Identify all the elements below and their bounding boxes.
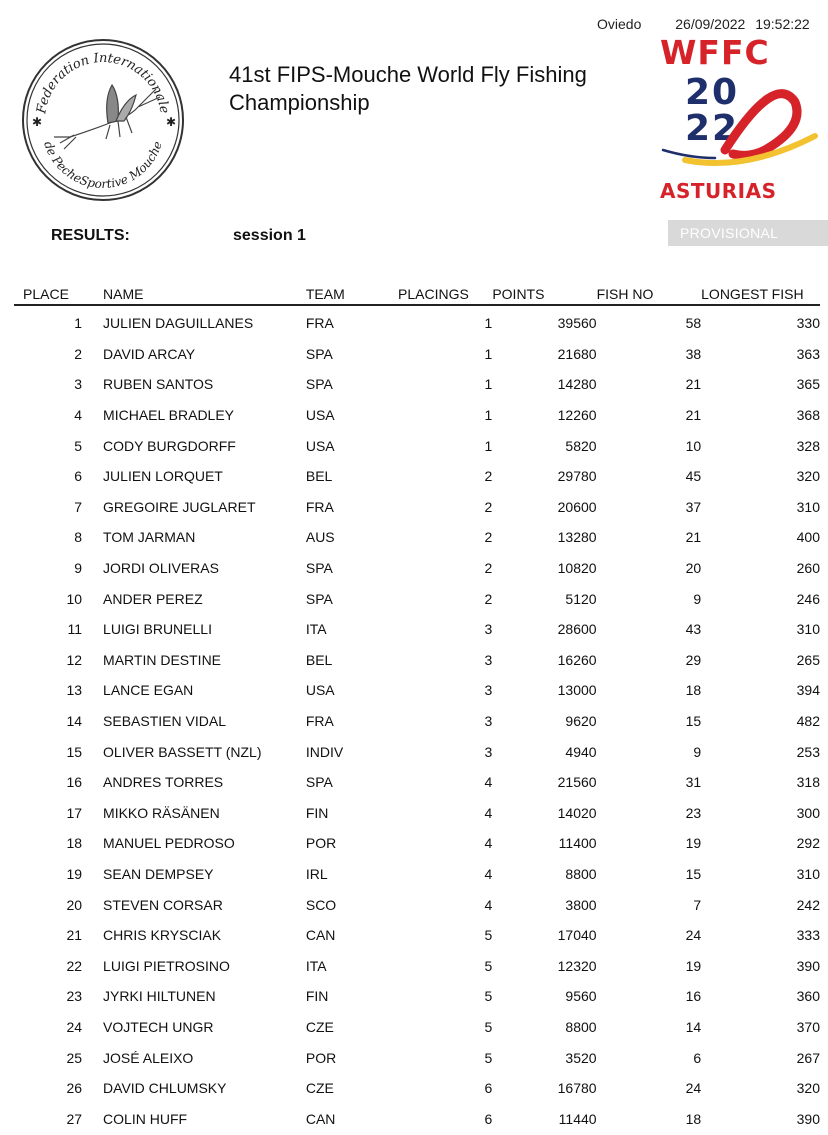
results-label: RESULTS:	[51, 227, 130, 244]
cell-name: MANUEL PEDROSO	[103, 835, 235, 852]
cell-longest-fish: 390	[796, 1110, 820, 1127]
year-bottom: 22	[685, 108, 740, 149]
cell-team: FRA	[305, 315, 334, 332]
cell-name: MARTIN DESTINE	[103, 651, 222, 668]
cell-points: 11440	[558, 1110, 597, 1127]
col-header-points: POINTS	[492, 284, 596, 305]
cell-team: SPA	[305, 560, 333, 577]
cell-team: ITA	[305, 621, 327, 638]
cell-placings: 4	[484, 896, 493, 913]
table-row	[14, 675, 820, 706]
table-row	[14, 1042, 820, 1073]
cell-longest-fish: 265	[796, 651, 820, 668]
table-row	[14, 339, 820, 370]
header-meta	[597, 16, 810, 32]
cell-points: 21560	[557, 774, 597, 791]
cell-placings: 1	[484, 437, 493, 454]
cell-placings: 1	[484, 315, 493, 332]
cell-place: 3	[74, 376, 83, 393]
cell-fish-no: 45	[685, 468, 702, 485]
table-row	[14, 798, 820, 829]
cell-name: ANDER PEREZ	[103, 590, 203, 607]
col-header-team: TEAM	[306, 284, 398, 305]
cell-name: LUIGI PIETROSINO	[103, 957, 230, 974]
svg-text:de PecheSportive Mouche	[41, 139, 165, 191]
cell-fish-no: 6	[693, 1049, 702, 1066]
cell-fish-no: 43	[685, 621, 702, 638]
cell-fish-no: 38	[685, 345, 702, 362]
cell-team: POR	[305, 1049, 337, 1066]
cell-longest-fish: 292	[796, 835, 820, 852]
cell-fish-no: 24	[685, 927, 702, 944]
cell-name: JYRKI HILTUNEN	[103, 988, 216, 1005]
cell-name: CHRIS KRYSCIAK	[103, 927, 222, 944]
cell-placings: 3	[484, 682, 493, 699]
wffc-logo	[655, 32, 820, 204]
cell-name: DAVID ARCAY	[103, 345, 196, 362]
cell-placings: 5	[484, 988, 493, 1005]
cell-longest-fish: 300	[796, 804, 820, 821]
cell-points: 3800	[565, 896, 597, 913]
status-badge: PROVISIONAL	[668, 220, 828, 246]
header-time: 19:52:22	[755, 16, 810, 32]
cell-name: JORDI OLIVERAS	[103, 560, 219, 577]
cell-team: SPA	[305, 345, 333, 362]
cell-points: 13000	[557, 682, 597, 699]
table-row	[14, 614, 820, 645]
cell-name: SEBASTIEN VIDAL	[103, 713, 226, 730]
cell-longest-fish: 310	[796, 621, 820, 638]
cell-team: BEL	[305, 468, 333, 485]
cell-team: SPA	[305, 590, 333, 607]
cell-placings: 4	[484, 774, 493, 791]
cell-team: SPA	[305, 774, 333, 791]
session-label: session 1	[233, 227, 306, 244]
cell-longest-fish: 267	[796, 1049, 820, 1066]
cell-placings: 4	[484, 865, 493, 882]
cell-fish-no: 19	[685, 957, 702, 974]
table-row	[14, 889, 820, 920]
results-table	[14, 284, 820, 1134]
cell-placings: 2	[484, 498, 493, 515]
cell-points: 16780	[557, 1080, 597, 1097]
cell-longest-fish: 310	[796, 865, 820, 882]
cell-longest-fish: 390	[796, 957, 820, 974]
cell-longest-fish: 328	[796, 437, 820, 454]
cell-longest-fish: 310	[796, 498, 820, 515]
cell-points: 20600	[557, 498, 597, 515]
table-row	[14, 981, 820, 1012]
cell-team: FIN	[305, 804, 329, 821]
table-row	[14, 1073, 820, 1104]
cell-fish-no: 18	[685, 1110, 702, 1127]
cell-place: 24	[66, 1018, 83, 1035]
cell-longest-fish: 365	[796, 376, 820, 393]
cell-points: 11400	[558, 835, 597, 852]
cell-team: USA	[305, 407, 335, 424]
cell-name: ANDRES TORRES	[103, 774, 224, 791]
cell-points: 8800	[565, 1018, 597, 1035]
cell-points: 10820	[557, 560, 597, 577]
cell-longest-fish: 320	[796, 468, 820, 485]
table-row	[14, 767, 820, 798]
cell-placings: 6	[484, 1080, 493, 1097]
cell-points: 5120	[565, 590, 597, 607]
cell-fish-no: 37	[685, 498, 702, 515]
cell-place: 27	[66, 1110, 83, 1127]
table-row	[14, 400, 820, 431]
cell-points: 14020	[557, 804, 597, 821]
cell-placings: 2	[484, 560, 493, 577]
cell-fish-no: 15	[685, 713, 702, 730]
fips-text-bottom: de PecheSportive Mouche	[41, 139, 165, 192]
cell-team: IRL	[305, 865, 328, 882]
table-row	[14, 920, 820, 951]
cell-place: 10	[66, 590, 83, 607]
table-row	[14, 369, 820, 400]
cell-team: USA	[305, 682, 335, 699]
cell-name: MIKKO RÄSÄNEN	[103, 804, 220, 821]
cell-name: OLIVER BASSETT (NZL)	[103, 743, 262, 760]
star-right-icon: ✱	[166, 115, 177, 129]
cell-placings: 2	[484, 468, 493, 485]
table-row	[14, 553, 820, 584]
cell-points: 21680	[557, 345, 597, 362]
cell-name: CODY BURGDORFF	[103, 437, 236, 454]
cell-placings: 2	[484, 590, 493, 607]
cell-place: 7	[74, 498, 83, 515]
cell-team: ITA	[305, 957, 327, 974]
cell-placings: 5	[484, 1018, 493, 1035]
cell-fish-no: 29	[685, 651, 702, 668]
cell-points: 9560	[565, 988, 597, 1005]
cell-points: 12260	[557, 407, 597, 424]
cell-team: CZE	[305, 1080, 334, 1097]
cell-points: 3520	[565, 1049, 597, 1066]
fips-logo	[20, 37, 186, 203]
cell-fish-no: 16	[685, 988, 702, 1005]
cell-place: 2	[74, 345, 83, 362]
cell-name: VOJTECH UNGR	[103, 1018, 214, 1035]
cell-place: 8	[74, 529, 83, 546]
cell-points: 39560	[557, 315, 597, 332]
header-city: Oviedo	[597, 16, 642, 32]
cell-name: MICHAEL BRADLEY	[103, 407, 235, 424]
cell-place: 22	[66, 957, 83, 974]
mayfly-icon	[54, 85, 160, 149]
cell-place: 18	[66, 835, 83, 852]
cell-placings: 4	[484, 804, 493, 821]
cell-place: 20	[66, 896, 83, 913]
cell-team: CAN	[305, 1110, 336, 1127]
cell-place: 13	[66, 682, 83, 699]
cell-team: BEL	[305, 651, 333, 668]
table-row	[14, 1103, 820, 1134]
cell-fish-no: 31	[685, 774, 702, 791]
table-row	[14, 706, 820, 737]
cell-longest-fish: 400	[796, 529, 820, 546]
cell-team: SPA	[305, 376, 333, 393]
table-row	[14, 522, 820, 553]
fips-text-top: Federation Internationale	[34, 50, 172, 115]
cell-placings: 3	[484, 713, 493, 730]
cell-place: 17	[66, 804, 83, 821]
cell-points: 9620	[565, 713, 597, 730]
cell-longest-fish: 330	[796, 315, 820, 332]
table-row	[14, 305, 820, 339]
cell-name: SEAN DEMPSEY	[103, 865, 214, 882]
cell-fish-no: 18	[685, 682, 702, 699]
cell-placings: 4	[484, 835, 493, 852]
cell-team: CZE	[305, 1018, 334, 1035]
table-header-row	[14, 284, 820, 305]
cell-placings: 3	[484, 651, 493, 668]
cell-name: GREGOIRE JUGLARET	[103, 498, 256, 515]
wffc-text: WFFC	[660, 33, 770, 72]
cell-fish-no: 15	[685, 865, 702, 882]
cell-team: USA	[305, 437, 335, 454]
cell-fish-no: 7	[693, 896, 702, 913]
cell-place: 5	[74, 437, 83, 454]
cell-place: 14	[66, 713, 83, 730]
table-row	[14, 430, 820, 461]
cell-longest-fish: 360	[796, 988, 820, 1005]
cell-fish-no: 9	[693, 590, 702, 607]
cell-name: LANCE EGAN	[103, 682, 194, 699]
cell-place: 23	[66, 988, 83, 1005]
header-date: 26/09/2022	[675, 16, 746, 32]
cell-longest-fish: 394	[796, 682, 820, 699]
cell-fish-no: 21	[685, 407, 702, 424]
cell-fish-no: 10	[685, 437, 702, 454]
cell-team: FIN	[305, 988, 329, 1005]
cell-name: COLIN HUFF	[103, 1110, 188, 1127]
cell-fish-no: 14	[685, 1018, 702, 1035]
cell-fish-no: 9	[693, 743, 702, 760]
cell-longest-fish: 368	[796, 407, 820, 424]
cell-place: 16	[66, 774, 83, 791]
cell-fish-no: 58	[685, 315, 702, 332]
cell-place: 6	[74, 468, 83, 485]
cell-place: 25	[66, 1049, 83, 1066]
cell-team: POR	[305, 835, 337, 852]
cell-placings: 6	[484, 1110, 493, 1127]
page-title: 41st FIPS-Mouche World Fly Fishing Championship	[229, 62, 587, 115]
cell-points: 14280	[557, 376, 597, 393]
cell-place: 9	[74, 560, 83, 577]
cell-place: 11	[67, 621, 83, 638]
table-row	[14, 1012, 820, 1043]
table-row	[14, 461, 820, 492]
cell-name: STEVEN CORSAR	[103, 896, 223, 913]
table-row	[14, 583, 820, 614]
star-left-icon: ✱	[32, 115, 43, 129]
cell-points: 13280	[557, 529, 597, 546]
cell-points: 4940	[565, 743, 597, 760]
cell-points: 28600	[557, 621, 597, 638]
cell-longest-fish: 482	[796, 713, 820, 730]
cell-name: TOM JARMAN	[103, 529, 196, 546]
cell-points: 16260	[557, 651, 597, 668]
cell-placings: 2	[484, 529, 493, 546]
cell-points: 5820	[565, 437, 597, 454]
cell-team: CAN	[305, 927, 336, 944]
cell-longest-fish: 320	[796, 1080, 820, 1097]
cell-team: AUS	[305, 529, 335, 546]
cell-placings: 5	[484, 927, 493, 944]
cell-longest-fish: 242	[796, 896, 820, 913]
cell-team: SCO	[305, 896, 337, 913]
cell-place: 19	[66, 865, 83, 882]
table-row	[14, 736, 820, 767]
cell-placings: 5	[484, 957, 493, 974]
col-header-longest-fish: LONGEST FISH	[701, 284, 820, 305]
cell-place: 26	[66, 1080, 83, 1097]
cell-longest-fish: 246	[796, 590, 820, 607]
table-row	[14, 828, 820, 859]
cell-placings: 5	[484, 1049, 493, 1066]
cell-team: FRA	[305, 713, 334, 730]
cell-longest-fish: 363	[796, 345, 820, 362]
cell-fish-no: 23	[685, 804, 702, 821]
table-row	[14, 859, 820, 890]
col-header-name: NAME	[82, 284, 306, 305]
cell-points: 29780	[557, 468, 597, 485]
cell-points: 17040	[557, 927, 597, 944]
cell-place: 21	[66, 927, 83, 944]
cell-points: 8800	[565, 865, 597, 882]
table-row	[14, 492, 820, 523]
col-header-placings: PLACINGS	[398, 284, 492, 305]
cell-longest-fish: 318	[796, 774, 820, 791]
location-text: ASTURIAS	[660, 179, 777, 203]
cell-points: 12320	[557, 957, 597, 974]
cell-name: RUBEN SANTOS	[103, 376, 214, 393]
cell-fish-no: 24	[685, 1080, 702, 1097]
swoosh-navy-icon	[663, 150, 715, 158]
cell-placings: 1	[484, 345, 493, 362]
cell-longest-fish: 260	[796, 560, 820, 577]
cell-place: 12	[66, 651, 83, 668]
cell-placings: 1	[484, 407, 493, 424]
cell-fish-no: 19	[685, 835, 702, 852]
table-row	[14, 950, 820, 981]
cell-placings: 1	[484, 376, 493, 393]
cell-fish-no: 21	[685, 376, 702, 393]
cell-placings: 3	[484, 621, 493, 638]
cell-longest-fish: 370	[796, 1018, 820, 1035]
cell-team: INDIV	[305, 743, 344, 760]
col-header-fish-no: FISH NO	[597, 284, 702, 305]
cell-longest-fish: 333	[796, 927, 820, 944]
cell-placings: 3	[484, 743, 493, 760]
cell-team: FRA	[305, 498, 334, 515]
cell-name: JULIEN LORQUET	[103, 468, 223, 485]
cell-place: 4	[74, 407, 83, 424]
cell-longest-fish: 253	[796, 743, 820, 760]
cell-fish-no: 21	[685, 529, 702, 546]
table-row	[14, 645, 820, 676]
cell-name: JULIEN DAGUILLANES	[103, 315, 254, 332]
year-top: 20	[685, 72, 740, 113]
cell-place: 15	[66, 743, 83, 760]
col-header-place: PLACE	[14, 284, 82, 305]
cell-fish-no: 20	[685, 560, 702, 577]
cell-name: DAVID CHLUMSKY	[103, 1080, 227, 1097]
results-body	[14, 305, 820, 1134]
cell-place: 1	[74, 315, 83, 332]
cell-name: LUIGI BRUNELLI	[103, 621, 212, 638]
cell-name: JOSÉ ALEIXO	[103, 1049, 194, 1066]
